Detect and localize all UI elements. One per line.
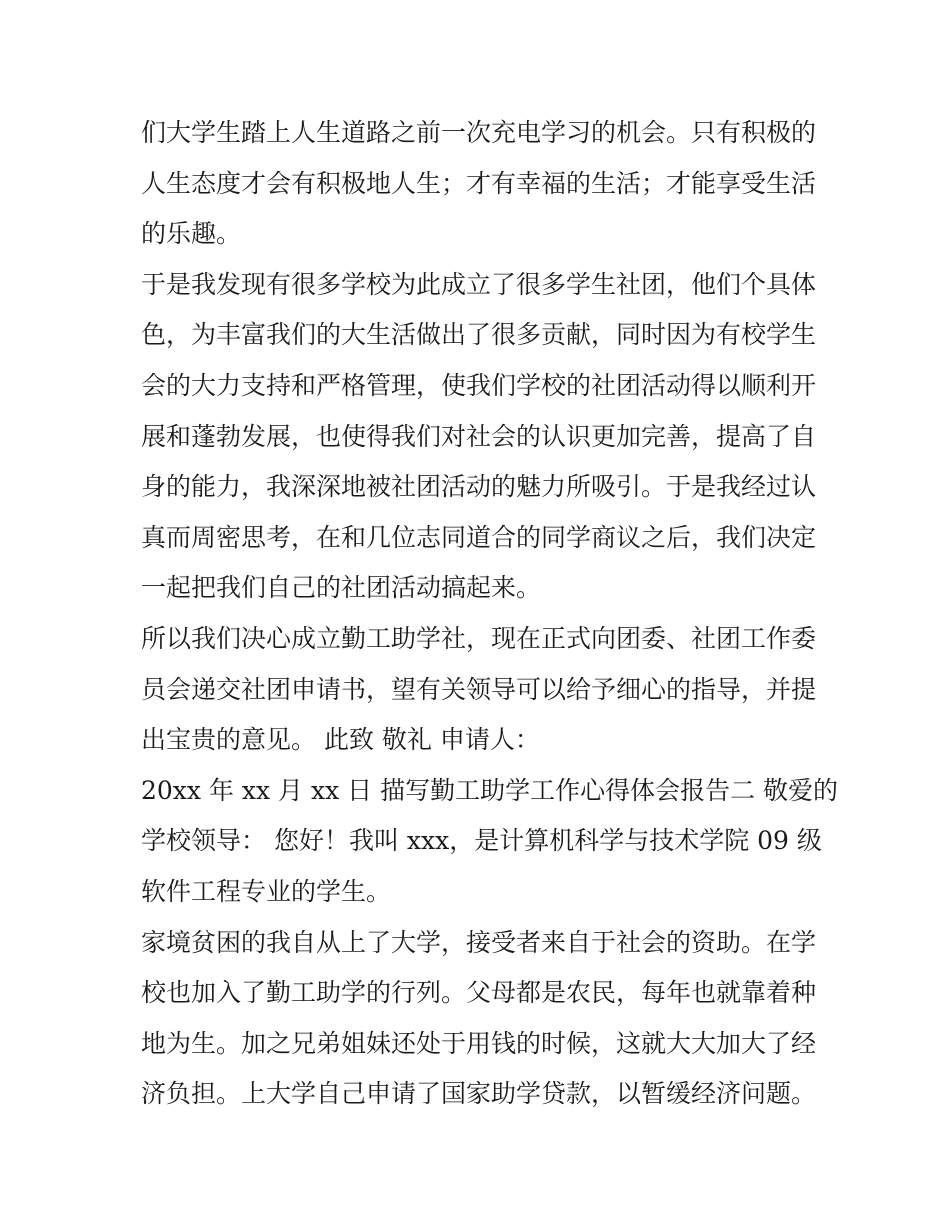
text-line: 人生态度才会有积极地人生；才有幸福的生活；才能享受生活 [141,168,817,198]
text-line: 20xx 年 xx 月 xx 日 描写勤工助学工作心得体会报告二 敬爱的 [141,775,839,805]
document-body [141,108,839,1120]
text-line: 所以我们决心成立勤工助学社，现在正式向团委、社团工作委 [141,623,817,653]
text-line: 一起把我们自己的社团活动搞起来。 [141,573,542,603]
text-line: 软件工程专业的学生。 [141,876,392,906]
text-line: 会的大力支持和严格管理，使我们学校的社团活动得以顺利开 [141,370,817,400]
text-line: 学校领导： 您好！我叫 xxx，是计算机科学与技术学院 09 级 [141,826,822,856]
text-line: 济负担。上大学自己申请了国家助学贷款，以暂缓经济问题。 [141,1079,817,1109]
text-line: 校也加入了勤工助学的行列。父母都是农民，每年也就靠着种 [141,978,817,1008]
text-line: 家境贫困的我自从上了大学，接受者来自于社会的资助。在学 [141,927,817,957]
text-line: 地为生。加之兄弟姐妹还处于用钱的时候，这就大大加大了经 [141,1028,817,1058]
text-line: 色，为丰富我们的大生活做出了很多贡献，同时因为有校学生 [141,320,817,350]
text-line: 真而周密思考，在和几位志同道合的同学商议之后，我们决定 [141,522,817,552]
text-line: 于是我发现有很多学校为此成立了很多学生社团，他们个具体 [141,269,817,299]
text-line: 的乐趣。 [141,219,242,249]
text-line: 们大学生踏上人生道路之前一次充电学习的机会。只有积极的 [141,118,817,147]
text-line: 出宝贵的意见。 此致 敬礼 申请人： [141,725,540,755]
text-line: 身的能力，我深深地被社团活动的魅力所吸引。于是我经过认 [141,472,817,502]
text-line: 展和蓬勃发展，也使得我们对社会的认识更加完善，提高了自 [141,421,817,451]
text-line: 员会递交社团申请书，望有关领导可以给予细心的指导，并提 [141,674,817,704]
